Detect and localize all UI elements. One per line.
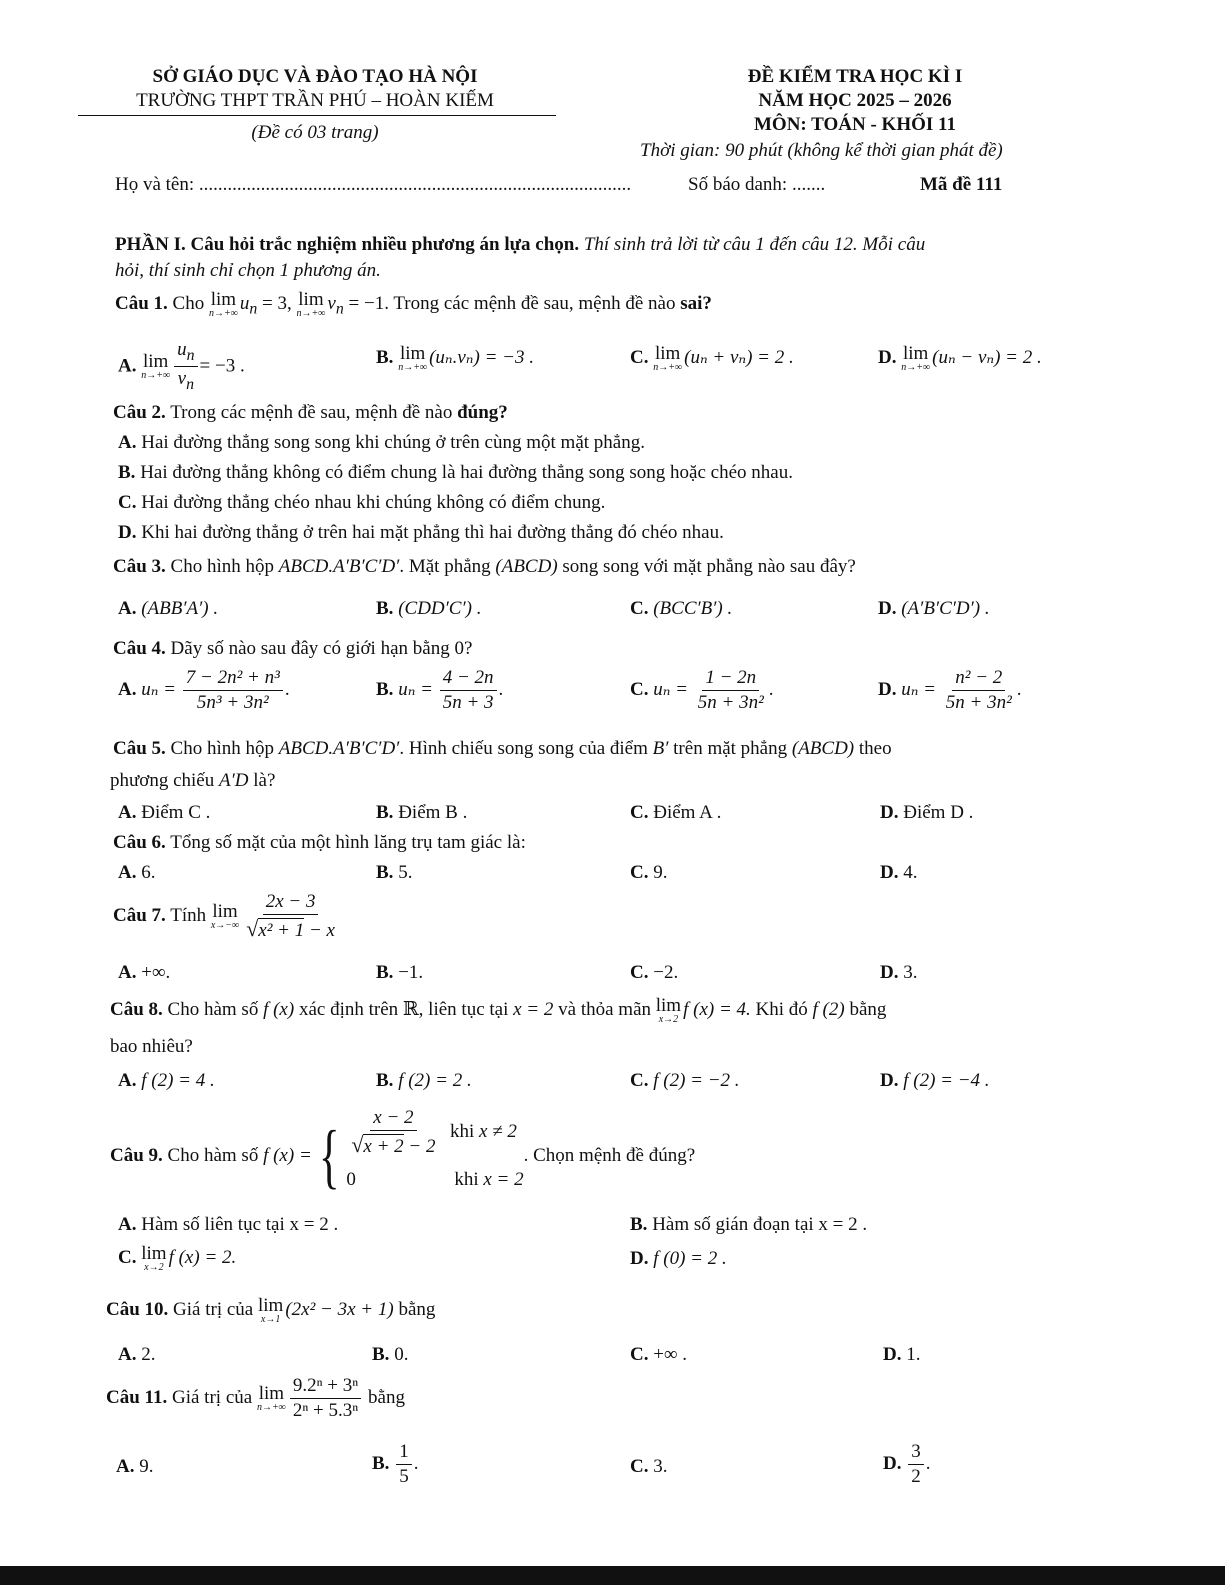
name-field [115, 174, 631, 196]
q2-c-label: C. [118, 492, 137, 513]
q4-c-label: C. [630, 678, 649, 700]
q4-b-label: B. [376, 678, 394, 700]
q7-a-label: A. [118, 962, 137, 983]
q9-option-a[interactable] [118, 1214, 338, 1236]
q10-option-a[interactable] [118, 1344, 155, 1366]
q8-option-a[interactable] [118, 1070, 215, 1092]
q8-a-text: f (2) = 4 . [141, 1070, 215, 1091]
q10-lim: lim x→1 [257, 1295, 284, 1325]
q6-d-text: 4. [903, 862, 918, 883]
q5-option-c[interactable] [630, 802, 721, 824]
q7-den-rest: − x [308, 919, 335, 941]
q8-d-text: f (2) = −4 . [903, 1070, 990, 1091]
q11-c-text: 3. [653, 1456, 668, 1477]
q9-khi-2: khi [454, 1169, 479, 1190]
question-10 [106, 1296, 435, 1325]
q10-a-text: 2. [141, 1344, 156, 1365]
q9-brace: { [318, 1116, 340, 1196]
q11-d-denominator: 2 [911, 1465, 921, 1487]
q4-b-denominator: 5n + 3 [442, 691, 494, 713]
q2-c-text: Hai đường thẳng chéo nhau khi chúng không có điểm chung. [141, 492, 606, 513]
q11-option-c[interactable] [630, 1456, 667, 1478]
q10-option-b[interactable] [372, 1344, 408, 1366]
q9-fx: f (x) = [263, 1145, 312, 1166]
q9-a-label: A. [118, 1214, 137, 1235]
q11-option-a[interactable] [116, 1456, 153, 1478]
question-8-line-2: bao nhiêu? [110, 1036, 193, 1057]
part1-instruction-2: hỏi, thí sinh chỉ chọn 1 phương án. [115, 260, 381, 281]
q11-option-d[interactable]: D. $\frac{3}{2}$ . [883, 1441, 931, 1487]
scan-edge-bar [0, 1566, 1225, 1585]
q10-option-c[interactable] [630, 1344, 687, 1366]
q3-text-1: Cho hình hộp [170, 556, 274, 577]
q9-zero: 0 [346, 1169, 356, 1190]
q3-text-3: song song với mặt phẳng nào sau đây? [562, 556, 856, 577]
q4-d-label: D. [878, 678, 897, 700]
q10-text-2: bằng [398, 1298, 436, 1320]
question-4 [113, 638, 472, 660]
q11-denominator: 2ⁿ + 5.3ⁿ [292, 1399, 359, 1421]
q11-b-denominator: 5 [399, 1465, 409, 1487]
q2-option-c[interactable] [118, 492, 605, 514]
q4-d-denominator: 5n + 3n² [945, 691, 1012, 713]
q9-den-rest: − 2 [408, 1135, 436, 1157]
question-11 [106, 1376, 405, 1421]
q5-option-b[interactable] [376, 802, 467, 824]
q10-option-d[interactable] [883, 1344, 920, 1366]
q5-direction: A′D [219, 770, 249, 791]
q2-d-text: Khi hai đường thẳng ở trên hai mặt phẳng thì hai đường thẳng đó chéo nhau. [141, 522, 724, 543]
q3-option-b[interactable] [376, 598, 481, 620]
department-name: SỞ GIÁO DỤC VÀ ĐÀO TẠO HÀ NỘI [152, 66, 478, 87]
exam-time: Thời gian: 90 phút (không kể thời gian phát đề) [640, 140, 1003, 161]
q5-c-label: C. [630, 802, 649, 823]
q5-plane: (ABCD) [791, 738, 855, 759]
q7-a-text: +∞. [141, 962, 171, 983]
q10-b-label: B. [372, 1344, 390, 1365]
q2-option-b[interactable] [118, 462, 793, 484]
q9-a-text: Hàm số liên tục tại x = 2 . [141, 1214, 339, 1235]
q9-d-text: f (0) = 2 . [653, 1248, 727, 1269]
exam-code: Mã đề 111 [920, 174, 1003, 195]
q2-option-d[interactable] [118, 522, 724, 544]
q5-text-3: trên mặt phẳng [673, 738, 788, 759]
q1-c-value: (uₙ + vₙ) = 2 . [684, 346, 794, 368]
q6-d-label: D. [880, 862, 899, 883]
q4-b-numerator: 4 − 2n [440, 668, 497, 691]
q9-root: x + 2 [363, 1135, 404, 1157]
q2-option-a[interactable] [118, 432, 645, 454]
q8-fx: f (x) [263, 998, 295, 1020]
q7-d-text: 3. [903, 962, 918, 983]
q1-text: . Trong các mệnh đề sau, mệnh đề nào [384, 292, 676, 314]
q3-option-d[interactable] [878, 598, 990, 620]
q4-a-label: A. [118, 678, 137, 700]
q7-option-a[interactable] [118, 962, 170, 984]
school-name: TRƯỜNG THPT TRẦN PHÚ – HOÀN KIẾM [136, 90, 494, 111]
q5-text-1: Cho hình hộp [170, 738, 274, 759]
q9-text-1: Cho hàm số [167, 1145, 259, 1166]
question-9 [110, 1108, 695, 1204]
question-5 [113, 738, 892, 760]
q8-text-5: bằng [849, 998, 887, 1020]
q11-a-text: 9. [139, 1456, 154, 1477]
q4-c-numerator: 1 − 2n [702, 668, 759, 691]
q2-a-label: A. [118, 432, 137, 453]
q9-text-2: . Chọn mệnh đề đúng? [523, 1145, 696, 1166]
q2-a-text: Hai đường thẳng song song khi chúng ở trên cùng một mặt phẳng. [141, 432, 645, 453]
q1-a-value: = −3 . [199, 355, 245, 377]
q5-d-text: Điểm D . [903, 802, 974, 823]
q1-b-value: (uₙ.vₙ) = −3 . [429, 346, 534, 368]
q8-b-label: B. [376, 1070, 394, 1091]
q11-text-2: bằng [368, 1386, 405, 1408]
q7-lim: lim x→−∞ [210, 900, 240, 931]
q11-d-numerator: 3 [908, 1442, 924, 1465]
q7-text: Tính [170, 904, 207, 926]
q5-text-5: phương chiếu [110, 770, 215, 791]
q1-d-label: D. [878, 346, 897, 368]
q1-option-b[interactable]: B. lim n→+∞ (uₙ.vₙ) = −3 . [376, 343, 534, 373]
q5-c-text: Điểm A . [653, 802, 722, 823]
q1-c-label: C. [630, 346, 649, 368]
q3-d-label: D. [878, 598, 897, 619]
q11-text-1: Giá trị của [172, 1386, 253, 1408]
q6-b-text: 5. [398, 862, 413, 883]
q10-text-1: Giá trị của [173, 1298, 254, 1320]
q1-lead: Cho [172, 292, 205, 314]
q7-option-d[interactable] [880, 962, 917, 984]
q2-dung: đúng? [457, 402, 508, 423]
q1-label: Câu 1. [115, 292, 168, 314]
q9-c-text: f (x) = 2. [168, 1246, 237, 1268]
q7-d-label: D. [880, 962, 899, 983]
q4-a-denominator: 5n³ + 3n² [196, 691, 269, 713]
q8-text-3: và thỏa mãn [558, 998, 651, 1020]
question-7: Câu 7. Tính lim x→−∞ $\frac{2x - 3}{\text{√x² + 1 − x}}$ [113, 891, 335, 941]
q5-point: B′ [652, 738, 669, 759]
school-year: NĂM HỌC 2025 – 2026 [758, 90, 952, 111]
q1-sai: sai? [680, 292, 712, 314]
q9-option-c[interactable]: C. lim x→2 f (x) = 2. [118, 1243, 237, 1273]
q4-option-a[interactable]: A. uₙ = $\frac{\text{7 − 2n² + n³}}{\text{5n³ + 3n²}}$ . [118, 667, 290, 713]
q3-plane: (ABCD) [495, 556, 558, 577]
question-6 [113, 832, 526, 854]
q3-label: Câu 3. [113, 556, 166, 577]
q11-a-label: A. [116, 1456, 135, 1477]
q10-d-label: D. [883, 1344, 902, 1365]
q3-a-label: A. [118, 598, 137, 619]
q3-box: ABCD.A′B′C′D′ [278, 556, 400, 577]
q3-b-label: B. [376, 598, 394, 619]
q10-d-text: 1. [906, 1344, 921, 1365]
q4-d-un: uₙ = [901, 678, 937, 700]
q1-b-label: B. [376, 346, 394, 368]
q2-text: Trong các mệnh đề sau, mệnh đề nào [170, 402, 453, 423]
name-dots: ........................................................................................... [198, 174, 632, 195]
q5-b-label: B. [376, 802, 394, 823]
q6-option-c[interactable] [630, 862, 667, 884]
q10-a-label: A. [118, 1344, 137, 1365]
page-count: (Đề có 03 trang) [251, 122, 379, 143]
q11-lim: lim n→+∞ [256, 1382, 286, 1413]
q9-c-label: C. [118, 1246, 137, 1268]
q6-text: Tổng số mặt của một hình lăng trụ tam giác là: [170, 832, 526, 853]
q7-option-b[interactable] [376, 962, 423, 984]
q8-text-1: Cho hàm số [167, 998, 259, 1020]
q5-b-text: Điểm B . [398, 802, 468, 823]
q1-d-value: (uₙ − vₙ) = 2 . [932, 346, 1042, 368]
q4-a-un: uₙ = [141, 678, 177, 700]
q4-c-un: uₙ = [653, 678, 689, 700]
q1-a-label: A. [118, 355, 137, 377]
q9-b-label: B. [630, 1214, 648, 1235]
q9-d-label: D. [630, 1248, 649, 1269]
q6-a-text: 6. [141, 862, 156, 883]
q4-option-d[interactable]: D. uₙ = $\frac{\text{n² − 2}}{\text{5n + 3n²}}$ . [878, 667, 1022, 713]
q8-option-c[interactable] [630, 1070, 740, 1092]
q11-numerator: 9.2ⁿ + 3ⁿ [290, 1376, 361, 1399]
q8-limval: f (x) = 4. [683, 998, 751, 1020]
q5-text-4: theo [858, 738, 892, 759]
candidate-number-field [688, 174, 825, 196]
q3-c-label: C. [630, 598, 649, 619]
q4-option-c[interactable]: C. uₙ = $\frac{1 - 2n}{\text{5n + 3n²}}$ . [630, 667, 774, 713]
q3-d-text: (A′B′C′D′) . [901, 598, 990, 619]
q8-text-2: xác định trên ℝ, liên tục tại [298, 998, 509, 1020]
q6-c-text: 9. [653, 862, 668, 883]
q4-c-denominator: 5n + 3n² [697, 691, 764, 713]
q9-cond-1: x ≠ 2 [479, 1121, 517, 1142]
q11-b-numerator: 1 [396, 1442, 412, 1465]
q9-numerator: x − 2 [370, 1108, 416, 1131]
header-divider [78, 115, 556, 116]
question-5-line-2 [110, 770, 275, 792]
question-8 [110, 996, 886, 1025]
q7-option-c[interactable] [630, 962, 678, 984]
q7-numerator: 2x − 3 [263, 892, 319, 915]
q9-option-b[interactable] [630, 1214, 867, 1236]
q10-b-text: 0. [394, 1344, 409, 1365]
q10-c-text: +∞ . [653, 1344, 687, 1365]
q3-a-text: (ABB′A′) . [141, 598, 219, 619]
q9-option-d[interactable] [630, 1248, 727, 1270]
subject: MÔN: TOÁN - KHỐI 11 [754, 114, 956, 135]
q2-label: Câu 2. [113, 402, 166, 423]
q8-c-label: C. [630, 1070, 649, 1091]
q5-option-a[interactable] [118, 802, 210, 824]
q8-x2: x = 2 [513, 998, 554, 1020]
q11-label: Câu 11. [106, 1386, 168, 1408]
q2-b-text: Hai đường thẳng không có điểm chung là hai đường thẳng song song hoặc chéo nhau. [140, 462, 793, 483]
q4-a-numerator: 7 − 2n² + n³ [183, 668, 283, 691]
part1-heading [115, 234, 925, 256]
q8-b-text: f (2) = 2 . [398, 1070, 472, 1091]
q7-root: x² + 1 [258, 919, 305, 941]
q8-lim: lim x→2 [655, 995, 682, 1025]
q5-text-2: . Hình chiếu song song của điểm [399, 738, 648, 759]
part1-title: PHẦN I. Câu hỏi trắc nghiệm nhiều phương án lựa chọn. [115, 234, 580, 255]
q7-b-text: −1. [398, 962, 424, 983]
q8-d-label: D. [880, 1070, 899, 1091]
q5-d-label: D. [880, 802, 899, 823]
q9-cond-2: x = 2 [483, 1169, 524, 1190]
q3-c-text: (BCC′B′) . [653, 598, 733, 619]
q7-label: Câu 7. [113, 904, 166, 926]
name-label: Họ và tên: [115, 174, 195, 195]
q8-c-text: f (2) = −2 . [653, 1070, 740, 1091]
q4-label: Câu 4. [113, 638, 166, 659]
q3-text-2: . Mặt phẳng [399, 556, 491, 577]
q6-option-a[interactable] [118, 862, 155, 884]
candidate-number-label: Số báo danh: [688, 174, 788, 195]
q9-b-text: Hàm số gián đoạn tại x = 2 . [652, 1214, 868, 1235]
q6-c-label: C. [630, 862, 649, 883]
exam-title: ĐỀ KIỂM TRA HỌC KÌ I [747, 66, 963, 87]
q6-a-label: A. [118, 862, 137, 883]
question-2 [113, 402, 508, 424]
q10-expr: (2x² − 3x + 1) [285, 1298, 394, 1320]
q5-label: Câu 5. [113, 738, 166, 759]
q6-label: Câu 6. [113, 832, 166, 853]
q1-lim-u: lim n→+∞ [208, 289, 238, 319]
q5-a-text: Điểm C . [141, 802, 211, 823]
q9-label: Câu 9. [110, 1145, 163, 1166]
q8-option-d[interactable] [880, 1070, 990, 1092]
q8-label: Câu 8. [110, 998, 163, 1020]
q3-option-a[interactable] [118, 598, 218, 620]
q7-b-label: B. [376, 962, 394, 983]
q3-b-text: (CDD′C′) . [398, 598, 482, 619]
q5-text-6: là? [253, 770, 276, 791]
q1-option-d[interactable]: D. lim n→+∞ (uₙ − vₙ) = 2 . [878, 343, 1042, 373]
q9-piecewise: $\frac{x - 2}{√x + 2 - 2}$ khi x ≠ 2 0 khi x = 2 [346, 1106, 524, 1190]
q3-option-c[interactable] [630, 598, 732, 620]
q6-option-d[interactable] [880, 862, 917, 884]
q8-text-4: Khi đó [755, 998, 808, 1020]
q8-option-b[interactable] [376, 1070, 472, 1092]
q1-option-c[interactable]: C. lim n→+∞ (uₙ + vₙ) = 2 . [630, 343, 794, 373]
q6-option-b[interactable] [376, 862, 412, 884]
q11-b-label: B. [372, 1452, 390, 1474]
q5-a-label: A. [118, 802, 137, 823]
q10-label: Câu 10. [106, 1298, 169, 1320]
q7-c-text: −2. [653, 962, 679, 983]
q10-c-label: C. [630, 1344, 649, 1365]
q8-f2: f (2) [812, 998, 845, 1020]
q1-lim-v: lim n→+∞ [296, 289, 326, 319]
q5-box: ABCD.A′B′C′D′ [278, 738, 400, 759]
q1-option-a[interactable]: A. lim n→+∞ $\frac{u_n}{v_n}$ = −3 . [118, 339, 245, 394]
candidate-number-dots: ....... [791, 174, 826, 195]
q5-option-d[interactable] [880, 802, 973, 824]
question-3 [113, 556, 856, 578]
question-1: Câu 1. Cho lim n→+∞ $u_n = 3$, lim n→+∞ $v_n = -1$. Trong các mệnh đề sau, mệnh đề nào sai? [115, 289, 712, 319]
q9-khi-1: khi [450, 1121, 475, 1142]
q2-b-label: B. [118, 462, 136, 483]
q6-b-label: B. [376, 862, 394, 883]
q11-option-b[interactable]: B. $\frac{1}{5}$ . [372, 1441, 419, 1487]
q11-c-label: C. [630, 1456, 649, 1477]
q8-a-label: A. [118, 1070, 137, 1091]
q4-option-b[interactable]: B. uₙ = $\frac{4 - 2n}{5n + 3}$ . [376, 667, 504, 713]
part1-instruction: Thí sinh trả lời từ câu 1 đến câu 12. Mỗi câu [583, 234, 926, 255]
q4-d-numerator: n² − 2 [952, 668, 1005, 691]
q2-d-label: D. [118, 522, 137, 543]
q11-d-label: D. [883, 1452, 902, 1474]
q4-b-un: uₙ = [398, 678, 433, 700]
q4-text: Dãy số nào sau đây có giới hạn bằng 0? [170, 638, 473, 659]
q7-c-label: C. [630, 962, 649, 983]
